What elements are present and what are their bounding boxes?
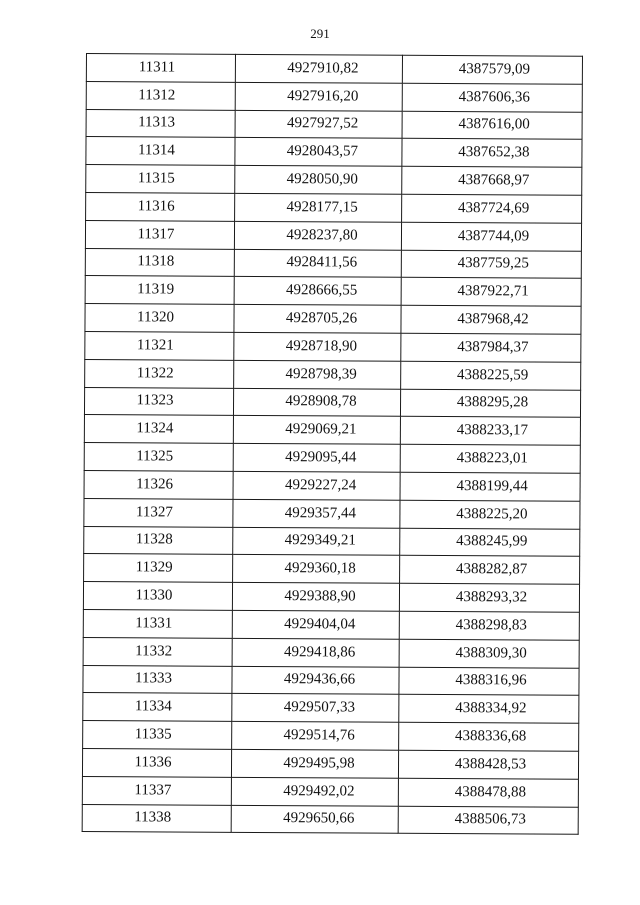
x-coordinate-cell: 4929095,44 <box>233 443 400 472</box>
page-number: 291 <box>310 26 330 41</box>
point-id-cell: 11312 <box>86 81 235 110</box>
x-coordinate-cell: 4929650,66 <box>231 805 398 834</box>
y-coordinate-cell: 4387759,25 <box>401 250 581 279</box>
point-id-cell: 11316 <box>86 192 235 221</box>
y-coordinate-cell: 4388225,20 <box>400 500 580 529</box>
point-id-cell: 11314 <box>86 137 235 166</box>
table-row <box>86 109 582 140</box>
table-row <box>86 192 582 223</box>
table-row <box>84 415 580 446</box>
x-coordinate-cell: 4928798,39 <box>234 360 401 389</box>
x-coordinate-cell: 4927927,52 <box>235 110 402 139</box>
y-coordinate-cell: 4388199,44 <box>400 472 580 501</box>
x-coordinate-cell: 4929436,66 <box>232 666 399 695</box>
table-row <box>83 582 579 613</box>
x-coordinate-cell: 4929227,24 <box>233 471 400 500</box>
table-row <box>86 165 582 196</box>
y-coordinate-cell: 4388336,68 <box>399 722 579 751</box>
point-id-cell: 11315 <box>86 165 235 194</box>
table-row <box>82 748 578 779</box>
x-coordinate-cell: 4928666,55 <box>234 277 401 306</box>
table-row <box>83 721 579 752</box>
x-coordinate-cell: 4928908,78 <box>233 388 400 417</box>
y-coordinate-cell: 4388316,96 <box>399 667 579 696</box>
point-id-cell: 11338 <box>82 804 231 833</box>
table-row <box>85 248 581 279</box>
x-coordinate-cell: 4928705,26 <box>234 305 401 334</box>
y-coordinate-cell: 4387616,00 <box>402 111 582 140</box>
table-row <box>84 554 580 585</box>
y-coordinate-cell: 4388233,17 <box>400 417 580 446</box>
y-coordinate-cell: 4388298,83 <box>399 611 579 640</box>
x-coordinate-cell: 4928718,90 <box>234 332 401 361</box>
table-row <box>82 804 578 835</box>
y-coordinate-cell: 4387668,97 <box>402 166 582 195</box>
x-coordinate-cell: 4929357,44 <box>233 499 400 528</box>
x-coordinate-cell: 4929404,04 <box>232 610 399 639</box>
y-coordinate-cell: 4388293,32 <box>399 583 579 612</box>
x-coordinate-cell: 4928050,90 <box>235 166 402 195</box>
point-id-cell: 11323 <box>84 387 233 416</box>
table-row <box>85 359 581 390</box>
table-row <box>83 609 579 640</box>
point-id-cell: 11319 <box>85 276 234 305</box>
table-row <box>86 137 582 168</box>
y-coordinate-cell: 4388295,28 <box>400 389 580 418</box>
y-coordinate-cell: 4387606,36 <box>402 83 582 112</box>
table-row <box>84 498 580 529</box>
x-coordinate-cell: 4928177,15 <box>235 193 402 222</box>
coordinates-table <box>82 53 583 835</box>
y-coordinate-cell: 4388478,88 <box>398 778 578 807</box>
point-id-cell: 11335 <box>83 721 232 750</box>
point-id-cell: 11327 <box>84 498 233 527</box>
table-row <box>85 331 581 362</box>
x-coordinate-cell: 4927910,82 <box>235 54 402 83</box>
x-coordinate-cell: 4927916,20 <box>235 82 402 111</box>
point-id-cell: 11320 <box>85 304 234 333</box>
point-id-cell: 11318 <box>85 248 234 277</box>
point-id-cell: 11321 <box>85 331 234 360</box>
point-id-cell: 11328 <box>84 526 233 555</box>
y-coordinate-cell: 4388428,53 <box>398 750 578 779</box>
y-coordinate-cell: 4388245,99 <box>400 528 580 557</box>
x-coordinate-cell: 4929418,86 <box>232 638 399 667</box>
y-coordinate-cell: 4388309,30 <box>399 639 579 668</box>
x-coordinate-cell: 4929360,18 <box>233 555 400 584</box>
x-coordinate-cell: 4929349,21 <box>233 527 400 556</box>
x-coordinate-cell: 4929495,98 <box>231 749 398 778</box>
point-id-cell: 11313 <box>86 109 235 138</box>
point-id-cell: 11324 <box>84 415 233 444</box>
y-coordinate-cell: 4388334,92 <box>399 695 579 724</box>
table-row <box>82 776 578 807</box>
y-coordinate-cell: 4387968,42 <box>401 305 581 334</box>
table-row <box>85 304 581 335</box>
point-id-cell: 11337 <box>82 776 231 805</box>
x-coordinate-cell: 4928237,80 <box>234 221 401 250</box>
x-coordinate-cell: 4929514,76 <box>232 721 399 750</box>
y-coordinate-cell: 4388223,01 <box>400 444 580 473</box>
y-coordinate-cell: 4387744,09 <box>401 222 581 251</box>
point-id-cell: 11326 <box>84 470 233 499</box>
point-id-cell: 11322 <box>85 359 234 388</box>
point-id-cell: 11330 <box>83 582 232 611</box>
y-coordinate-cell: 4388225,59 <box>401 361 581 390</box>
y-coordinate-cell: 4387984,37 <box>401 333 581 362</box>
coordinates-table-body <box>82 54 582 835</box>
table-row <box>84 526 580 557</box>
table-row <box>85 220 581 251</box>
x-coordinate-cell: 4928411,56 <box>234 249 401 278</box>
table-row <box>83 637 579 668</box>
y-coordinate-cell: 4387922,71 <box>401 278 581 307</box>
point-id-cell: 11334 <box>83 693 232 722</box>
point-id-cell: 11331 <box>83 609 232 638</box>
x-coordinate-cell: 4929507,33 <box>232 694 399 723</box>
table-row <box>83 665 579 696</box>
y-coordinate-cell: 4388282,87 <box>400 556 580 585</box>
table-row <box>86 81 582 112</box>
point-id-cell: 11332 <box>83 637 232 666</box>
point-id-cell: 11311 <box>86 54 235 83</box>
x-coordinate-cell: 4928043,57 <box>235 138 402 167</box>
point-id-cell: 11333 <box>83 665 232 694</box>
x-coordinate-cell: 4929388,90 <box>232 582 399 611</box>
point-id-cell: 11325 <box>84 443 233 472</box>
table-row <box>84 470 580 501</box>
table-row <box>86 54 582 85</box>
table-row <box>85 276 581 307</box>
y-coordinate-cell: 4387652,38 <box>402 139 582 168</box>
y-coordinate-cell: 4388506,73 <box>398 806 578 835</box>
x-coordinate-cell: 4929069,21 <box>233 416 400 445</box>
table-row <box>84 443 580 474</box>
point-id-cell: 11336 <box>82 748 231 777</box>
y-coordinate-cell: 4387579,09 <box>402 55 582 84</box>
point-id-cell: 11329 <box>84 554 233 583</box>
x-coordinate-cell: 4929492,02 <box>231 777 398 806</box>
point-id-cell: 11317 <box>85 220 234 249</box>
table-row <box>84 387 580 418</box>
table-row <box>83 693 579 724</box>
y-coordinate-cell: 4387724,69 <box>402 194 582 223</box>
